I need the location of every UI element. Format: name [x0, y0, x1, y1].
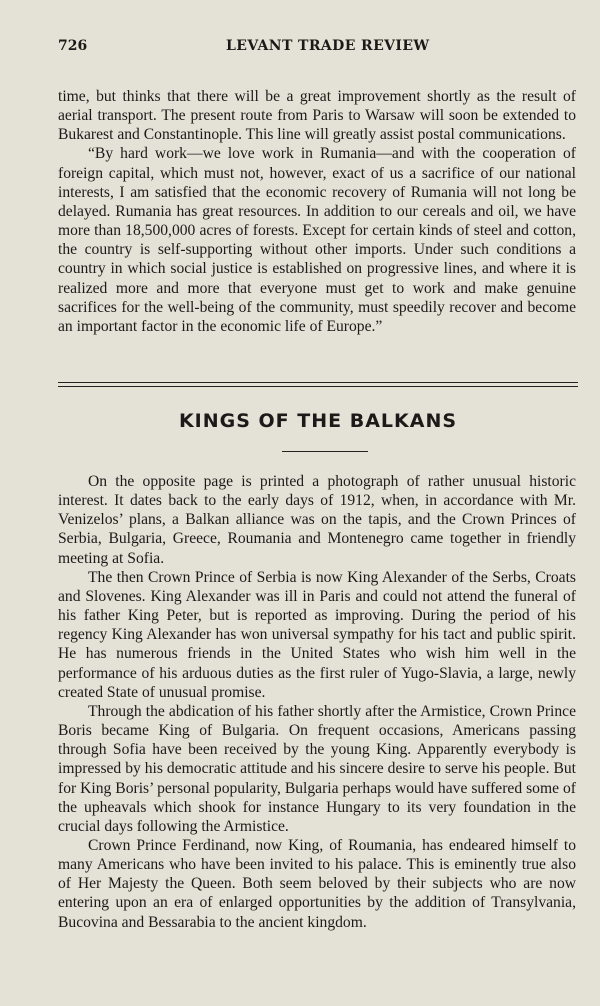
paragraph: time, but thinks that there will be a great improvement shortly as the result of aerial transport. The present route from Paris to Warsaw will soon be extended to Bukarest and Constantinople. This line will greatly assist postal communications. [58, 88, 576, 144]
paragraph: On the opposite page is printed a photograph of rather unusual historic interest. It dates back to the early days of 1912, when, in accordance with Mr. Venizelos’ plans, a Balkan alliance was on the tapis, and the Crown Princes of Serbia, Bulgaria, Greece, Roumania and Montenegro came together in friendly meeting at Sofia. [58, 473, 576, 567]
page-header [58, 38, 578, 60]
continued-article-text [58, 87, 576, 336]
page-number: 726 [58, 38, 88, 54]
article-title: KINGS OF THE BALKANS [178, 410, 458, 432]
paragraph: “By hard work—we love work in Rumania—and with the cooperation of foreign capital, which must not, however, exact of us a sacrifice of our national interests, I am satisfied that the economic recovery of Rumania will not long be delayed. Rumania has great resources. In addition to our cereals and oil, we have more than 18,500,000 acres of forests. Except for certain kinds of steel and cotton, the country is self-supporting without other imports. Under such conditions a country in which social justice is established on progressive lines, and where it is realized more and more that everyone must get to work and make genuine sacrifices for the well-being of the community, must speedily recover and become an important factor in the economic life of Europe.” [58, 145, 576, 335]
paragraph: Crown Prince Ferdinand, now King, of Roumania, has endeared himself to many Americans who have been invited to his palace. This is eminently true also of Her Majesty the Queen. Both seem beloved by their subjects who are now entering upon an era of enlarged opportunities by the addition of Transylvania, Bucovina and Bessarabia to the ancient kingdom. [58, 836, 576, 931]
paragraph: The then Crown Prince of Serbia is now King Alexander of the Serbs, Croats and Slovenes. King Alexander was ill in Paris and could not attend the funeral of his father King Peter, but is reported as improving. During the period of his regency King Alexander has won universal sympathy for his tact and public spirit. He has numerous friends in the United States who wish him well in the performance of his arduous duties as the first ruler of Yugo-Slavia, a large, newly created State of unusual promise. [58, 568, 576, 701]
article-body [58, 472, 576, 932]
paragraph: Through the abdication of his father shortly after the Armistice, Crown Prince Boris became King of Bulgaria. On frequent occasions, Americans passing through Sofia have been received by the young King. Apparently everybody is impressed by his democratic attitude and his sincere desire to serve his people. But for King Boris’ personal popularity, Bulgaria perhaps would have suffered some of the upheavals which shook for instance Hungary to its very foundation in the crucial days following the Armistice. [58, 702, 576, 835]
title-underline [282, 451, 368, 452]
running-title: LEVANT TRADE REVIEW [226, 38, 430, 54]
section-divider [58, 382, 578, 387]
